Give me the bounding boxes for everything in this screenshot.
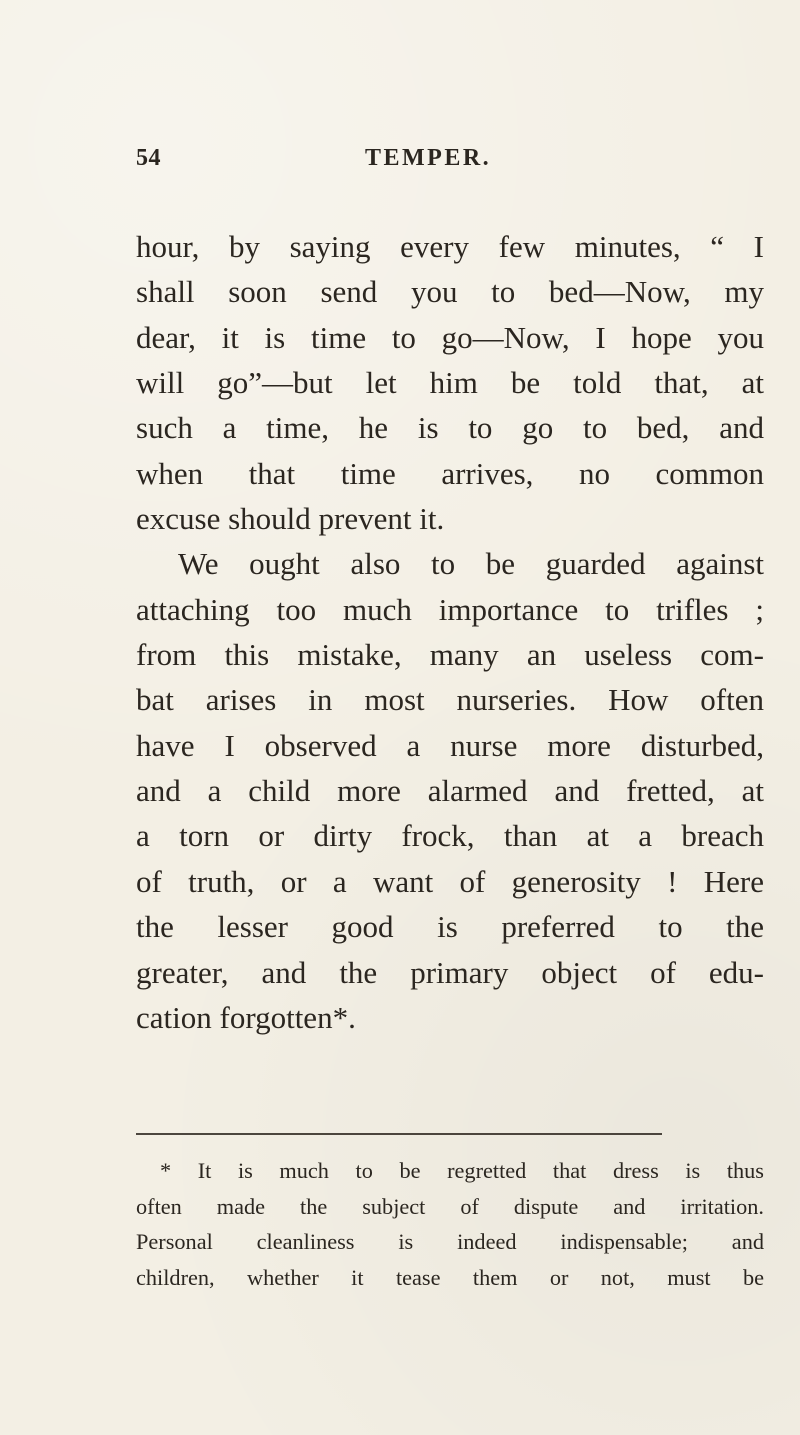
main-text [136,224,764,1040]
footnote [136,1153,764,1295]
page-header [136,145,696,185]
text-line: We ought also to be guarded against [178,546,764,582]
footnote-line: often made the subject of dispute and irritation. [136,1193,764,1219]
text-line: from this mistake, many an useless com- [136,637,764,673]
text-line: when that time arrives, no common [136,455,764,491]
text-line: shall soon send you to bed—Now, my [136,274,764,310]
footnote-rule [136,1133,662,1135]
text-line: hour, by saying every few minutes, “ I [136,229,764,264]
footnote-line: children, whether it tease them or not, must be [136,1264,764,1290]
text-line: bat arises in most nurseries. How often [136,682,764,718]
text-line: the lesser good is preferred to the [136,909,764,945]
text-line: will go”—but let him be told that, at [136,365,764,401]
text-line: and a child more alarmed and fretted, at [136,773,764,809]
text-line: a torn or dirty frock, than at a breach [136,818,764,854]
text-line: attaching too much importance to trifles ; [136,591,764,627]
text-line: have I observed a nurse more disturbed, [136,727,764,763]
text-line: such a time, he is to go to bed, and [136,410,764,446]
page-number: 54 [136,145,161,171]
text-line: excuse should prevent it. [136,501,445,537]
text-line: of truth, or a want of generosity ! Here [136,863,764,899]
footnote-line: Personal cleanliness is indeed indispensable; and [136,1229,764,1254]
text-line: dear, it is time to go—Now, I hope you [136,319,764,355]
text-line: greater, and the primary object of edu- [136,954,764,990]
text-line: cation forgotten*. [136,999,356,1035]
footnote-line: * It is much to be regretted that dress is thus [160,1158,764,1183]
running-head: TEMPER. [365,145,492,171]
